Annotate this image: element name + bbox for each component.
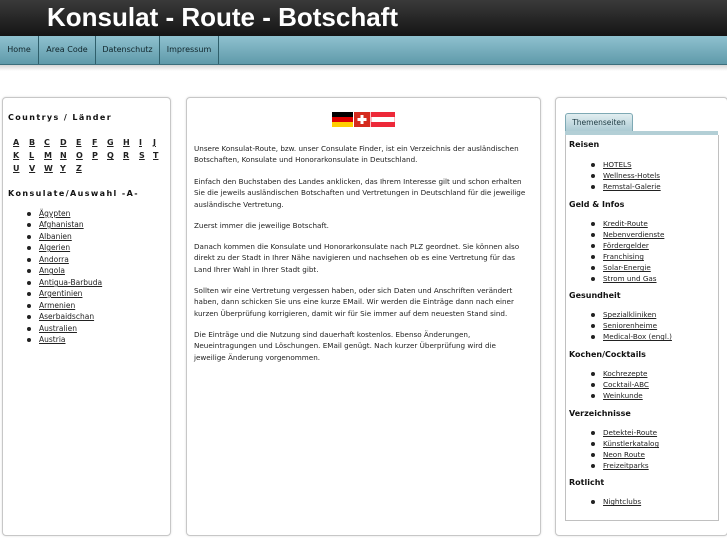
list-item [591, 497, 641, 506]
topic-link[interactable]: Fördergelder [603, 241, 649, 250]
letter-link[interactable]: V [29, 164, 36, 173]
letter-link[interactable]: G [107, 138, 114, 147]
list-item [27, 301, 75, 310]
instruction-paragraph: Einfach den Buchstaben des Landes anklicken, das Ihrem Interesse gilt und schon erhalten Sie die jeweils ausländischen Botschaften und Vertretungen in Deutschland für die jeweilige ausländische Vertretung. [194, 177, 526, 209]
bullet-icon [591, 277, 595, 281]
country-link[interactable]: Antigua-Barbuda [39, 278, 103, 287]
contact-paragraph: Sollten wir eine Vertretung vergessen haben, oder sich Daten und Anschriften verändert haben, dann schicken Sie uns eine kurze EMail. Wir werden die Einträge dann nach einer kurzen Überprüfung korrigieren, damit wir für Sie immer auf dem neuesten Stand sind. [194, 286, 514, 318]
letter-link[interactable]: R [123, 151, 130, 160]
bullet-icon [591, 185, 595, 189]
topic-link[interactable]: Spezialkliniken [603, 310, 657, 319]
intro-panel [186, 97, 541, 536]
bullet-icon [27, 269, 31, 273]
topic-link[interactable]: Medical-Box (engl.) [603, 332, 672, 341]
consulates-heading: Konsulate/Auswahl -A- [8, 189, 139, 198]
bullet-icon [27, 315, 31, 319]
list-item [27, 255, 69, 264]
topic-link[interactable]: Cocktail-ABC [603, 380, 649, 389]
free-usage-paragraph: Die Einträge und die Nutzung sind dauerhaft kostenlos. Ebenso Änderungen, Neueintragungen und Löschungen. EMail genügt. Nach kurzer Überprüfung wird die jeweilige Änderung vorgenommen. [194, 330, 496, 362]
bullet-icon [27, 212, 31, 216]
list-item [27, 220, 84, 229]
topic-link[interactable]: Solar-Energie [603, 263, 651, 272]
list-item [27, 289, 82, 298]
country-link[interactable]: Algerien [39, 243, 71, 252]
country-link[interactable]: Austria [39, 335, 66, 344]
header [0, 0, 727, 36]
intro-paragraph: Unsere Konsulat-Route, bzw. unser Consulate Finder, ist ein Verzeichnis der ausländischen Botschaften, Konsulate und Honorarkonsulate in Deutschland. [194, 144, 519, 165]
bullet-icon [591, 266, 595, 270]
nav-home[interactable]: Home [0, 36, 39, 64]
bullet-icon [591, 372, 595, 376]
letter-link[interactable]: T [153, 151, 159, 160]
letter-link[interactable]: J [153, 138, 156, 147]
topic-link[interactable]: Kochrezepte [603, 369, 648, 378]
bullet-icon [591, 233, 595, 237]
flag-switzerland-icon[interactable] [354, 112, 370, 127]
topic-link[interactable]: Neon Route [603, 450, 645, 459]
topic-link[interactable]: Kredit-Route [603, 219, 648, 228]
list-item [591, 391, 643, 400]
country-link[interactable]: Australien [39, 324, 77, 333]
list-item [27, 232, 72, 241]
list-item [591, 171, 660, 180]
list-item [27, 312, 94, 321]
topic-link[interactable]: HOTELS [603, 160, 632, 169]
list-item [27, 278, 102, 287]
bullet-icon [591, 222, 595, 226]
letter-link[interactable]: Z [76, 164, 82, 173]
topic-link[interactable]: Freizeitparks [603, 461, 649, 470]
language-flags [332, 112, 395, 127]
country-link[interactable]: Albanien [39, 232, 72, 241]
bullet-icon [27, 235, 31, 239]
countries-panel [2, 97, 171, 536]
topic-link[interactable]: Strom und Gas [603, 274, 657, 283]
consulates-paragraph: Danach kommen die Konsulate und Honorarkonsulate nach PLZ geordnet. Sie können also direkt zu der Stadt in Ihrer Nähe navigieren und nachsehen ob es eine Vertretung für das Land Ihrer Wahl in Ihrer Stadt gibt. [194, 242, 520, 274]
topic-link[interactable]: Franchising [603, 252, 644, 261]
bullet-icon [591, 500, 595, 504]
topics-panel [555, 97, 727, 536]
letter-link[interactable]: N [60, 151, 67, 160]
letter-link[interactable]: S [139, 151, 145, 160]
letter-link[interactable]: Y [60, 164, 66, 173]
bullet-icon [27, 338, 31, 342]
letter-link[interactable]: E [76, 138, 82, 147]
list-item [27, 335, 66, 344]
letter-link[interactable]: B [29, 138, 36, 147]
category-heading: Geld & Infos [569, 200, 625, 209]
topic-link[interactable]: Nebenverdienste [603, 230, 665, 239]
bullet-icon [591, 324, 595, 328]
list-item [27, 243, 70, 252]
list-item [591, 241, 649, 250]
list-item [591, 230, 664, 239]
list-item [591, 380, 649, 389]
country-link[interactable]: Armenien [39, 301, 76, 310]
country-link[interactable]: Argentinien [39, 289, 83, 298]
bullet-icon [591, 335, 595, 339]
list-item [591, 461, 649, 470]
bullet-icon [27, 281, 31, 285]
topic-link[interactable]: Detektei-Route [603, 428, 658, 437]
topic-link[interactable]: Remstal-Galerie [603, 182, 661, 191]
list-item [591, 428, 657, 437]
letter-link[interactable]: L [29, 151, 35, 160]
nav-impressum[interactable]: Impressum [160, 36, 219, 64]
bullet-icon [591, 383, 595, 387]
country-link[interactable]: Aserbaidschan [39, 312, 95, 321]
country-link[interactable]: Ägypten [39, 209, 71, 218]
bullet-icon [591, 244, 595, 248]
letter-link[interactable]: D [60, 138, 67, 147]
countries-heading: Countrys / Länder [8, 113, 113, 122]
bullet-icon [591, 394, 595, 398]
category-heading: Rotlicht [569, 478, 605, 487]
tab-themenseiten[interactable]: Themenseiten [565, 113, 633, 132]
letter-link[interactable]: U [13, 164, 20, 173]
list-item [27, 324, 77, 333]
bullet-icon [591, 453, 595, 457]
nav-datenschutz[interactable]: Datenschutz [96, 36, 160, 64]
list-item [591, 274, 657, 283]
list-item [591, 252, 644, 261]
bullet-icon [591, 163, 595, 167]
list-item [591, 219, 648, 228]
nav-area-code[interactable]: Area Code [39, 36, 96, 64]
letter-link[interactable]: P [92, 151, 98, 160]
list-item [27, 266, 65, 275]
bullet-icon [27, 246, 31, 250]
bullet-icon [27, 292, 31, 296]
letter-link[interactable]: C [44, 138, 50, 147]
list-item [591, 332, 672, 341]
topic-link[interactable]: Weinkunde [603, 391, 643, 400]
bullet-icon [591, 255, 595, 259]
category-heading: Reisen [569, 140, 600, 149]
list-item [591, 369, 647, 378]
list-item [591, 182, 661, 191]
list-item [591, 263, 651, 272]
letter-link[interactable]: H [123, 138, 130, 147]
country-link[interactable]: Afghanistan [39, 220, 84, 229]
letter-link[interactable]: I [139, 138, 142, 147]
list-item [591, 321, 657, 330]
flag-austria-icon[interactable] [371, 112, 395, 127]
topic-link[interactable]: Nightclubs [603, 497, 642, 506]
letter-link[interactable]: K [13, 151, 20, 160]
bullet-icon [591, 442, 595, 446]
list-item [27, 209, 70, 218]
list-item [591, 439, 659, 448]
category-heading: Kochen/Cocktails [569, 350, 646, 359]
country-link[interactable]: Angola [39, 266, 65, 275]
topic-link[interactable]: Seniorenheime [603, 321, 658, 330]
letter-link[interactable]: O [76, 151, 83, 160]
category-heading: Gesundheit [569, 291, 621, 300]
bullet-icon [591, 313, 595, 317]
list-item [591, 160, 632, 169]
header-shadow [0, 65, 727, 71]
bullet-icon [591, 464, 595, 468]
bullet-icon [27, 304, 31, 308]
embassy-note: Zuerst immer die jeweilige Botschaft. [194, 221, 329, 230]
topic-link[interactable]: Künstlerkatalog [603, 439, 660, 448]
letter-link[interactable]: A [13, 138, 20, 147]
list-item [591, 310, 656, 319]
country-link[interactable]: Andorra [39, 255, 69, 264]
list-item [591, 450, 645, 459]
letter-link[interactable]: F [92, 138, 98, 147]
flag-germany-icon[interactable] [332, 112, 353, 127]
category-heading: Verzeichnisse [569, 409, 631, 418]
bullet-icon [27, 223, 31, 227]
topic-link[interactable]: Wellness-Hotels [603, 171, 660, 180]
letter-link[interactable]: M [44, 151, 52, 160]
bullet-icon [27, 258, 31, 262]
site-title: Konsulat - Route - Botschaft [47, 2, 398, 32]
bullet-icon [591, 431, 595, 435]
bullet-icon [27, 327, 31, 331]
letter-link[interactable]: W [44, 164, 53, 173]
bullet-icon [591, 174, 595, 178]
letter-link[interactable]: Q [107, 151, 114, 160]
main-navigation [0, 36, 727, 65]
